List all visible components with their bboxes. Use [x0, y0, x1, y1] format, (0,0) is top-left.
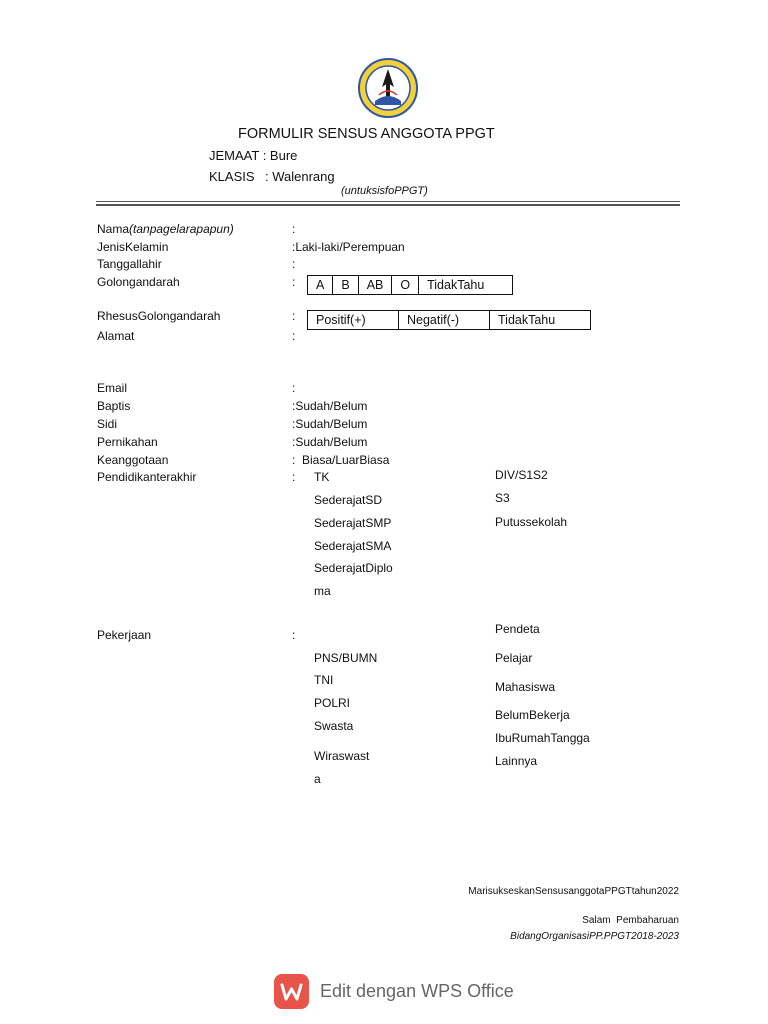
- pendidikan-option[interactable]: DIV/S1S2: [495, 468, 548, 482]
- pendidikan-option[interactable]: Putussekolah: [495, 515, 568, 529]
- pekerjaan-option[interactable]: Swasta: [314, 719, 354, 733]
- pendidikan-option[interactable]: SederajatDiplo: [314, 561, 393, 575]
- golongan-option-ab[interactable]: AB: [359, 276, 393, 294]
- pekerjaan-option[interactable]: BelumBekerja: [495, 708, 570, 722]
- wps-logo-icon: [274, 974, 309, 1009]
- ppgt-logo: [357, 57, 419, 119]
- golongan-option-o[interactable]: O: [392, 276, 419, 294]
- pendidikan-option-continued: ma: [314, 584, 331, 598]
- footer-line-2: Salam Pembaharuan: [582, 915, 679, 926]
- sidi-label: Sidi: [97, 417, 118, 431]
- pekerjaan-option[interactable]: PNS/BUMN: [314, 651, 378, 665]
- pendidikan-option[interactable]: SederajatSMA: [314, 539, 392, 553]
- golongan-darah-options: [307, 275, 513, 295]
- rhesus-options: [307, 310, 591, 330]
- jenis-kelamin-label: JenisKelamin: [97, 240, 169, 254]
- baptis-value: :Sudah/Belum: [292, 399, 368, 413]
- pendidikan-sep: :: [292, 470, 296, 484]
- tanggal-lahir-sep: :: [292, 257, 296, 271]
- rhesus-option-positif[interactable]: Positif(+): [308, 311, 399, 329]
- pekerjaan-option-continued: a: [314, 772, 321, 786]
- pekerjaan-option[interactable]: Pelajar: [495, 651, 533, 665]
- rhesus-sep: :: [292, 309, 296, 323]
- rhesus-option-tidak-tahu[interactable]: TidakTahu: [498, 313, 556, 327]
- jenis-kelamin-value: :Laki-laki/Perempuan: [292, 240, 405, 254]
- pekerjaan-option[interactable]: Wiraswast: [314, 749, 370, 763]
- nama-sep: :: [292, 222, 296, 236]
- pekerjaan-option[interactable]: IbuRumahTangga: [495, 731, 590, 745]
- rhesus-label: RhesusGolongandarah: [97, 309, 221, 323]
- pendidikan-label: Pendidikanterakhir: [97, 470, 197, 484]
- keanggotaan-value: : Biasa/LuarBiasa: [292, 453, 390, 467]
- footer-line-3: BidangOrganisasiPP.PPGT2018-2023: [510, 931, 679, 942]
- pekerjaan-option[interactable]: TNI: [314, 673, 334, 687]
- jemaat-line: JEMAAT : Bure: [209, 148, 298, 163]
- pekerjaan-sep: :: [292, 628, 296, 642]
- pekerjaan-option[interactable]: POLRI: [314, 696, 351, 710]
- keanggotaan-label: Keanggotaan: [97, 453, 169, 467]
- pekerjaan-option[interactable]: Pendeta: [495, 622, 540, 636]
- klasis-label: KLASIS: [209, 169, 255, 184]
- footer-line-1: MarisukseskanSensusanggotaPPGTtahun2022: [468, 886, 679, 897]
- golongan-option-a[interactable]: A: [308, 276, 333, 294]
- rhesus-option-negatif[interactable]: Negatif(-): [399, 311, 490, 329]
- nama-hint: (tanpagelarapapun): [129, 222, 234, 236]
- golongan-option-tidak-tahu[interactable]: TidakTahu: [427, 278, 485, 292]
- pendidikan-option[interactable]: SederajatSD: [314, 493, 383, 507]
- pernikahan-value: :Sudah/Belum: [292, 435, 368, 449]
- email-sep: :: [292, 381, 296, 395]
- baptis-label: Baptis: [97, 399, 131, 413]
- pendidikan-option[interactable]: S3: [495, 491, 510, 505]
- golongan-darah-sep: :: [292, 275, 296, 289]
- pekerjaan-option[interactable]: Lainnya: [495, 754, 538, 768]
- nama-label: [97, 222, 234, 236]
- golongan-option-b[interactable]: B: [333, 276, 358, 294]
- form-title: FORMULIR SENSUS ANGGOTA PPGT: [238, 126, 495, 142]
- pendidikan-option[interactable]: SederajatSMP: [314, 516, 392, 530]
- wps-edit-banner[interactable]: [274, 974, 514, 1009]
- email-label: Email: [97, 381, 128, 395]
- alamat-sep: :: [292, 329, 296, 343]
- header-note: (untuksisfoPPGT): [341, 185, 428, 197]
- sidi-value: :Sudah/Belum: [292, 417, 368, 431]
- wps-edit-label[interactable]: Edit dengan WPS Office: [320, 981, 514, 1001]
- nama-label-text: Nama: [97, 222, 130, 236]
- golongan-darah-label: Golongandarah: [97, 275, 180, 289]
- separator-top: [96, 201, 680, 202]
- tanggal-lahir-label: Tanggallahir: [97, 257, 162, 271]
- pernikahan-label: Pernikahan: [97, 435, 158, 449]
- pekerjaan-label: Pekerjaan: [97, 628, 152, 642]
- klasis-value: : Walenrang: [265, 169, 335, 184]
- pekerjaan-option[interactable]: Mahasiswa: [495, 680, 556, 694]
- alamat-label: Alamat: [97, 329, 135, 343]
- separator-bottom: [96, 204, 680, 206]
- pendidikan-option[interactable]: TK: [314, 470, 330, 484]
